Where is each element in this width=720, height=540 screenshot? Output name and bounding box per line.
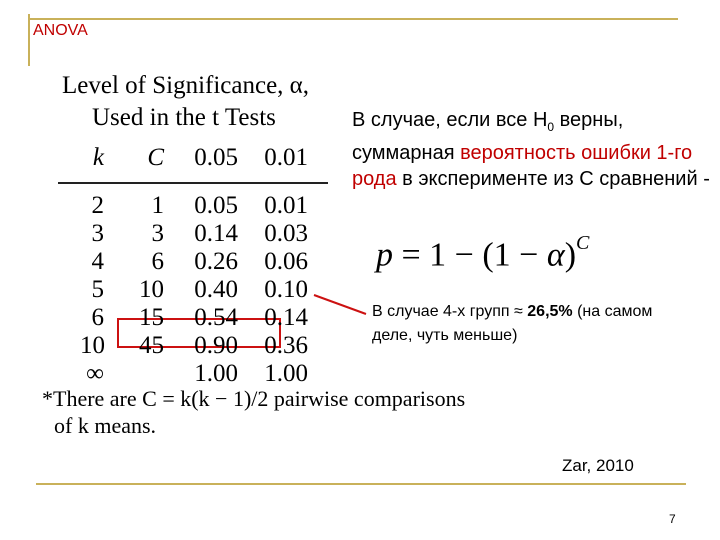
paragraph-text-3: суммарная	[352, 142, 461, 164]
probability-formula	[376, 232, 590, 274]
table-cell-alpha005: 0.05	[194, 192, 238, 219]
table-cell-alpha005: 0.90	[194, 332, 238, 359]
table-heading-line2: Used in the t Tests	[92, 104, 276, 131]
table-cell-c: 6	[151, 248, 164, 275]
decorative-vertical-line	[28, 14, 30, 66]
four-groups-note	[372, 300, 692, 348]
table-cell-c: 10	[139, 276, 164, 303]
table-cell-alpha001: 0.06	[264, 248, 308, 275]
paragraph-subscript: 0	[547, 120, 555, 134]
top-divider	[28, 18, 678, 20]
formula-exponent: C	[576, 232, 590, 254]
table-cell-alpha001: 0.01	[264, 192, 308, 219]
paragraph-text-2: верны,	[554, 109, 624, 131]
table-cell-alpha005: 0.40	[194, 276, 238, 303]
table-cell-alpha001: 1.00	[264, 360, 308, 387]
table-footnote-line2: of k means.	[54, 413, 157, 438]
column-header-001: 0.01	[264, 144, 308, 171]
note-text-post: (на самом деле, чуть меньше)	[372, 303, 653, 344]
paragraph-highlight-red: вероятность ошибки 1-го рода	[352, 142, 693, 190]
table-cell-alpha001: 0.10	[264, 276, 308, 303]
table-cell-k: ∞	[86, 360, 104, 387]
table-cell-k: 3	[91, 220, 104, 247]
table-cell-alpha001: 0.03	[264, 220, 308, 247]
table-cell-c: 15	[139, 304, 164, 331]
table-cell-c: 3	[151, 220, 164, 247]
table-heading-line1: Level of Significance, α,	[62, 72, 310, 99]
table-footnote-line1: *There are C = k(k − 1)/2 pairwise comparisons	[42, 386, 466, 411]
explanation-paragraph	[352, 107, 712, 192]
citation: Zar, 2010	[562, 456, 634, 475]
column-header-k: k	[92, 144, 104, 171]
paragraph-text-4: в эксперименте из C сравнений -	[396, 168, 710, 190]
column-header-c: C	[147, 144, 164, 171]
table-cell-alpha001: 0.14	[264, 304, 308, 331]
page-number: 7	[669, 512, 676, 526]
table-cell-k: 4	[91, 248, 104, 275]
table-rule	[58, 182, 328, 184]
table-cell-alpha005: 0.54	[194, 304, 238, 331]
table-cell-alpha005: 0.14	[194, 220, 238, 247]
table-cell-alpha005: 1.00	[194, 360, 238, 387]
note-text-pre: В случае 4-х групп ≈	[372, 303, 528, 320]
bottom-divider	[36, 483, 686, 485]
table-cell-k: 10	[80, 332, 105, 359]
table-cell-k: 6	[91, 304, 104, 331]
formula-alpha: α	[546, 236, 565, 274]
table-cell-c: 45	[139, 332, 164, 359]
section-title: ANOVA	[33, 22, 88, 39]
column-header-005: 0.05	[194, 144, 238, 171]
paragraph-text-1: В случае, если все H	[352, 109, 548, 131]
formula-body: = 1 − (1 −	[393, 236, 547, 274]
table-cell-k: 5	[91, 276, 104, 303]
table-cell-k: 2	[91, 192, 104, 219]
table-cell-alpha005: 0.26	[194, 248, 238, 275]
formula-p: p	[376, 236, 393, 274]
formula-close: )	[564, 236, 577, 274]
table-cell-c: 1	[151, 192, 164, 219]
note-value: 26,5%	[527, 303, 573, 320]
table-cell-alpha001: 0.36	[264, 332, 308, 359]
